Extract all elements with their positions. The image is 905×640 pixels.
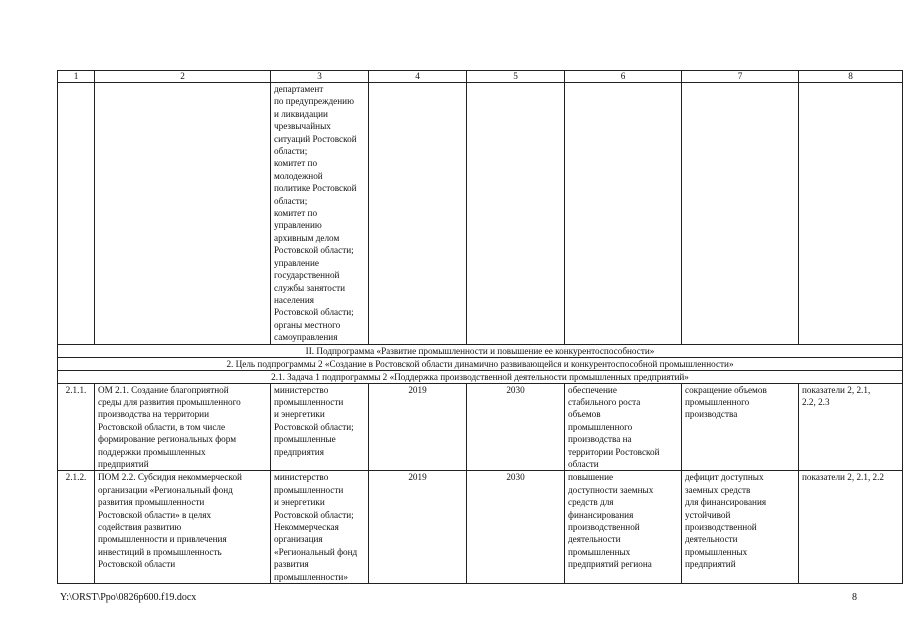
cell-line: Ростовской области; (274, 421, 354, 432)
cell-line: государственной (274, 270, 340, 281)
cell-line: министерство (274, 472, 329, 483)
cell-line: населения (274, 294, 314, 305)
executor-cell (271, 383, 369, 471)
consequence-cell (682, 383, 799, 471)
cell-line: предприятия (274, 446, 324, 457)
cell-line: организации «Региональный фонд (98, 484, 233, 495)
cell-line: Ростовской области; (274, 509, 354, 520)
cell-line: ПОМ 2.2. Субсидия некоммерческой (98, 472, 242, 483)
cell-line: службы занятости (274, 282, 346, 293)
expected-result-cell (565, 383, 682, 471)
cell-line: дефицит доступных (685, 472, 764, 483)
cell-line: Ростовской области; (274, 245, 354, 256)
header-row (58, 71, 903, 83)
cell-line: производства на территории (98, 409, 210, 420)
cell-line: министерство (274, 384, 329, 395)
cell-line: «Региональный фонд (274, 546, 358, 557)
cell-line: предприятий региона (568, 559, 652, 570)
cell-line: управлению (274, 220, 322, 231)
cell-line: показатели 2, 2.1, (802, 384, 871, 395)
cell-line: деятельности (685, 534, 738, 545)
cell-line: и ликвидации (274, 108, 328, 119)
cell-line: производственной (568, 522, 640, 532)
cell-line: развития промышленности (98, 497, 205, 508)
measure-row (58, 383, 903, 471)
header-cell: 6 (565, 71, 682, 83)
goal-heading: 2. Цель подпрограммы 2 «Создание в Ростовской области динамично развивающейся и конкурентоспособной промышленности» (58, 357, 903, 370)
task-heading: 2.1. Задача 1 подпрограммы 2 «Поддержка производственной деятельности промышленных предприятий» (58, 370, 903, 383)
cell-line: показатели 2, 2.1, 2.2 (802, 472, 885, 483)
cell-line: финансирования (568, 509, 634, 520)
start-year: 2019 (369, 383, 467, 471)
cell-line: области; (274, 195, 308, 206)
cell-line: промышленных (685, 546, 748, 557)
cell-line: деятельности (568, 534, 621, 545)
cell-line: промышленного (685, 396, 750, 407)
cell-line: предприятий (98, 458, 149, 469)
cell-line: доступности заемных (568, 484, 654, 495)
cell-line: промышленности и привлечения (98, 534, 227, 545)
cell-line: среды для развития промышленного (98, 396, 241, 407)
header-cell: 7 (682, 71, 799, 83)
header-cell: 2 (95, 71, 271, 83)
cell-line: и энергетики (274, 409, 325, 420)
executor-cell (271, 471, 369, 584)
header-cell: 3 (271, 71, 369, 83)
cell-line: территории Ростовской (568, 446, 660, 457)
cell-line: Ростовской области; (274, 307, 354, 318)
header-cell: 8 (799, 71, 903, 83)
file-path: Y:\ORST\Ppo\0826p600.f19.docx (60, 592, 197, 603)
cell-line: промышленных (568, 546, 631, 557)
cell-line: промышленности» (274, 571, 348, 582)
cell-line: самоуправления (274, 332, 338, 343)
cell-line: промышленные (274, 434, 336, 445)
cell-line: производства (685, 409, 738, 420)
cell-line: комитет по (274, 158, 318, 169)
cell-line: чрезвычайных (274, 121, 331, 132)
cell-line: ОМ 2.1. Создание благоприятной (98, 384, 229, 395)
cell-line: заемных средств (685, 484, 751, 495)
cell-line: организация (274, 534, 323, 545)
cell-line: предприятий (685, 559, 736, 570)
cell-line: поддержки промышленных (98, 446, 206, 457)
cell-line: Ростовской области, в том числе (98, 421, 226, 432)
header-cell: 1 (58, 71, 95, 83)
indicators-cell (799, 383, 903, 471)
row-number: 2.1.1. (58, 383, 95, 471)
cell-line: Ростовской области (98, 559, 176, 570)
cell-line: инвестиций в промышленность (98, 546, 222, 557)
cell-line: развития (274, 559, 309, 570)
end-year: 2030 (467, 471, 565, 584)
cell-line: комитет по (274, 208, 318, 219)
cell-line: департамент (274, 84, 324, 94)
cell-line: обеспечение (568, 384, 617, 395)
cell-line: устойчивой (685, 509, 731, 520)
cell-line: содействия развитию (98, 522, 182, 532)
cell-line: Ростовской области» в целях (98, 509, 212, 520)
measures-table (57, 70, 903, 584)
row-number: 2.1.2. (58, 471, 95, 584)
cell-line: промышленности (274, 396, 344, 407)
cell-line: для финансирования (685, 497, 767, 508)
cell-line: области; (274, 146, 308, 157)
header-cell: 5 (467, 71, 565, 83)
event-cell (95, 471, 271, 584)
header-cell: 4 (369, 71, 467, 83)
cell-line: ситуаций Ростовской (274, 133, 357, 144)
end-year: 2030 (467, 383, 565, 471)
expected-result-cell (565, 471, 682, 584)
page-number: 8 (852, 592, 857, 603)
cell-line: архивным делом (274, 232, 340, 243)
measure-row (58, 471, 903, 584)
cell-line: и энергетики (274, 497, 325, 508)
cell-line: объемов (568, 409, 601, 420)
cell-line: промышленного (568, 421, 633, 432)
consequence-cell (682, 471, 799, 584)
cell-line: органы местного (274, 319, 341, 330)
cell-line: повышение (568, 472, 614, 483)
cell-line: формирование региональных форм (98, 434, 237, 445)
event-cell (95, 383, 271, 471)
goal-heading-row (58, 357, 903, 370)
cell-line: молодежной (274, 170, 323, 181)
cell-line: Некоммерческая (274, 522, 339, 532)
cell-line: промышленности (274, 484, 344, 495)
cell-line: сокращение объемов (685, 384, 767, 395)
start-year: 2019 (369, 471, 467, 584)
cell-line: 2.2, 2.3 (802, 396, 830, 407)
executor-cell (271, 83, 369, 345)
cell-line: политике Ростовской (274, 183, 357, 194)
task-heading-row (58, 370, 903, 383)
indicators-cell (799, 471, 903, 584)
cell-line: производственной (685, 522, 757, 532)
cell-line: производства на (568, 434, 632, 445)
continuation-row (58, 83, 903, 345)
subprogram-heading-row (58, 344, 903, 357)
cell-line: средств для (568, 497, 614, 508)
cell-line: по предупреждению (274, 96, 354, 107)
cell-line: стабильного роста (568, 396, 641, 407)
measure-rows (58, 383, 903, 584)
cell-line: управление (274, 257, 319, 268)
cell-line: области (568, 458, 599, 469)
subprogram-heading: II. Подпрограмма «Развитие промышленности и повышение ее конкурентоспособности» (58, 344, 903, 357)
